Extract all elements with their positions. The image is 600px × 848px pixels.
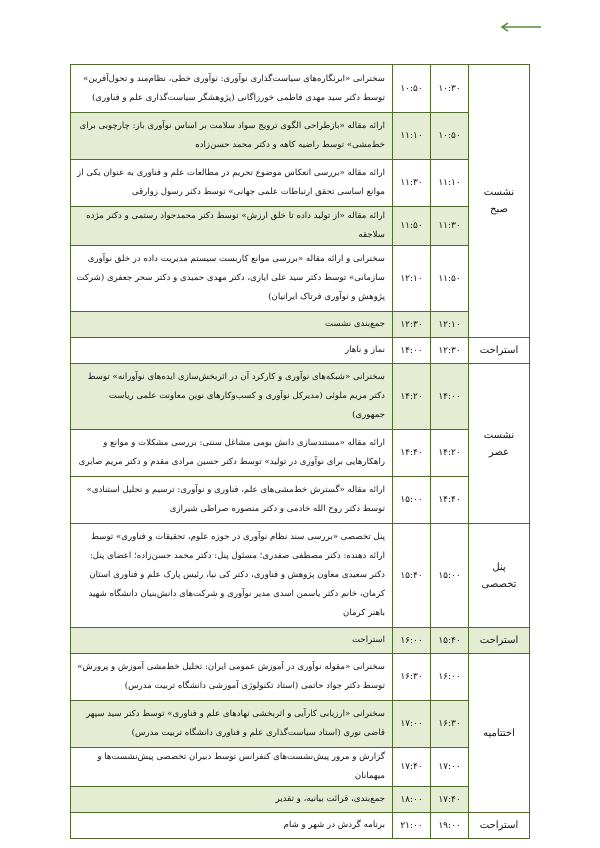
start-time: ۱۷:۰۰ [431,748,469,787]
end-time: ۱۴:۰۰ [393,338,431,364]
end-time: ۱۶:۰۰ [393,628,431,654]
table-row [71,787,530,813]
start-time: ۱۶:۳۰ [431,701,469,748]
table-row [71,338,530,364]
item-description: ارائه مقاله «گسترش خط‌مشی‌های علم، فناوری و نوآوری: ترسیم و تحلیل استنادی» توسط دکتر روح الله خادمی و دکتر منصوره صراطی شیرازی [71,477,393,524]
left-arrow-icon[interactable] [500,22,542,32]
table-row [71,246,530,312]
table-row [71,113,530,160]
table-row [71,477,530,524]
end-time: ۱۸:۰۰ [393,787,431,813]
item-description: نماز و ناهار [71,338,393,364]
start-time: ۱۲:۳۰ [431,338,469,364]
end-time: ۱۵:۰۰ [393,477,431,524]
table-row [71,701,530,748]
session-afternoon-cell: نشست عصر [469,364,530,524]
end-time: ۱۱:۳۰ [393,160,431,207]
item-description: ارائه مقاله «بررسی انعکاس موضوع تحریم در مطالعات علم و فناوری به عنوان یکی از موانع اساسی تحقق ارتباطات علمی جهانی» توسط دکتر رسول زوارقی [71,160,393,207]
start-time: ۱۵:۰۰ [431,524,469,628]
item-description: سخنرانی «ارزیابی کارآیی و اثربخشی نهادهای علم و فناوری» توسط دکتر سید سپهر قاضی نوری (استاد سیاست‌گذاری علم و فناوری دانشگاه تربیت مدرس) [71,701,393,748]
item-description: برنامه گردش در شهر و شام [71,813,393,839]
end-time: ۱۰:۵۰ [393,65,431,113]
item-description: ارائه مقاله «از تولید داده تا خلق ارزش» توسط دکتر محمدجواد رستمی و دکتر مژده سلاجقه [71,207,393,246]
end-time: ۱۷:۴۰ [393,748,431,787]
table-row [71,430,530,477]
item-description: سخنرانی «شبکه‌های نوآوری و کارکرد آن در اثربخش‌سازی ایده‌های نوآورانه» توسط دکتر مریم ملوئی (مدیرکل نوآوری و کسب‌وکارهای نوین معاونت علمی ریاست جمهوری) [71,364,393,430]
item-description: گزارش و مرور پیش‌نشست‌های کنفرانس توسط دبیران تخصصی پیش‌نشست‌ها و میهمانان [71,748,393,787]
item-description: جمع‌بندی نشست [71,312,393,338]
item-description: استراحت [71,628,393,654]
item-description: سخنرانی و ارائه مقاله «بررسی موانع کاربست سیستم مدیریت داده در خلق نوآوری سازمانی» توسط دکتر سید علی ایازی، دکتر مهدی حمیدی و دکتر سحر جعفری (شرکت پژوهش و نوآوری فرتاک ایرانیان) [71,246,393,312]
table-row [71,207,530,246]
session-panel-cell: پنل تخصصی [469,524,530,628]
item-description: ارائه مقاله «بازطراحی الگوی ترویج سواد سلامت بر اساس نوآوری باز: چارچوبی برای خط‌مشی» توسط راضیه کاهه و دکتر محمد حسن‌زاده [71,113,393,160]
start-time: ۱۴:۴۰ [431,477,469,524]
item-description: پنل تخصصی «بررسی سند نظام نوآوری در حوزه علوم، تحقیقات و فناوری» توسط ارائه دهنده: دکتر مصطفی صفدری؛ مسئول پنل: دکتر محمد حسن‌زاده؛ اعضای پنل: دکتر سعیدی معاون پژوهش و فناوری، دکتر کی نیا، رئیس پارک علم و فناوری استان کرمان، خانم دکتر یاسمن اسدی مدیر نوآوری و شرکت‌های دانش‌بنیان دانشگاه شهید باهنر کرمان [71,524,393,628]
start-time: ۱۰:۵۰ [431,113,469,160]
start-time: ۱۵:۴۰ [431,628,469,654]
table-row [71,312,530,338]
start-time: ۱۲:۱۰ [431,312,469,338]
end-time: ۱۷:۰۰ [393,701,431,748]
session-break-cell: استراحت [469,813,530,839]
session-break-cell: استراحت [469,628,530,654]
table-row [71,65,530,113]
end-time: ۱۵:۴۰ [393,524,431,628]
end-time: ۲۱:۰۰ [393,813,431,839]
item-description: سخنرانی «ابرنگاره‌های سیاست‌گذاری نوآوری: نوآوری خطی، نظام‌مند و تحول‌آفرین» توسط دکتر سید مهدی فاطمی خورزاگانی (پژوهشگر سیاست‌گذاری علم و فناوری) [71,65,393,113]
item-description: جمع‌بندی، قرائت بیانیه، و تقدیر [71,787,393,813]
start-time: ۱۱:۳۰ [431,207,469,246]
schedule-table [70,64,530,839]
session-morning-cell: نشست صبح [469,65,530,338]
table-row [71,654,530,701]
end-time: ۱۲:۱۰ [393,246,431,312]
end-time: ۱۲:۳۰ [393,312,431,338]
table-row [71,364,530,430]
start-time: ۱۱:۱۰ [431,160,469,207]
session-closing-cell: اختتامیه [469,654,530,813]
start-time: ۱۰:۳۰ [431,65,469,113]
item-description: سخنرانی «مقوله نوآوری در آموزش عمومی ایران: تحلیل خط‌مشی آموزش و پرورش» توسط دکتر جواد حاتمی (استاد تکنولوژی آموزشی دانشگاه تربیت مدرس) [71,654,393,701]
table-row [71,748,530,787]
item-description: ارائه مقاله «مستندسازی دانش بومی مشاغل سنتی: بررسی مشکلات و موانع و راهکارهایی برای نوآوری در تولید» توسط دکتر حسین مرادی مقدم و دکتر مریم صابری [71,430,393,477]
end-time: ۱۴:۴۰ [393,430,431,477]
start-time: ۱۹:۰۰ [431,813,469,839]
start-time: ۱۷:۴۰ [431,787,469,813]
start-time: ۱۴:۰۰ [431,364,469,430]
table-row [71,813,530,839]
end-time: ۱۶:۳۰ [393,654,431,701]
session-break-cell: استراحت [469,338,530,364]
table-row [71,160,530,207]
end-time: ۱۴:۲۰ [393,364,431,430]
start-time: ۱۱:۵۰ [431,246,469,312]
end-time: ۱۱:۵۰ [393,207,431,246]
end-time: ۱۱:۱۰ [393,113,431,160]
table-row [71,628,530,654]
table-row [71,524,530,628]
start-time: ۱۴:۲۰ [431,430,469,477]
start-time: ۱۶:۰۰ [431,654,469,701]
